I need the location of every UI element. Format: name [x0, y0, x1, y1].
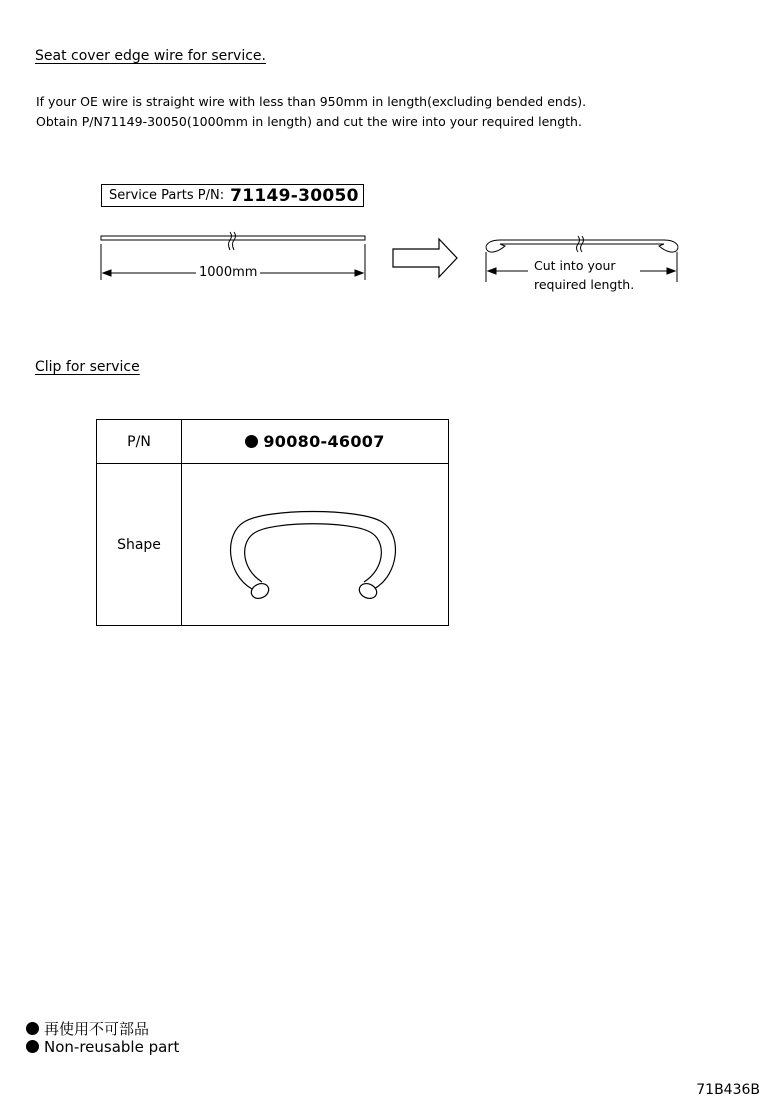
service-parts-label: Service Parts P/N:: [109, 188, 225, 203]
shape-cell: [182, 464, 449, 626]
legend-english-text: Non-reusable part: [44, 1038, 180, 1056]
straight-wire: [101, 232, 365, 250]
wire-diagram: [0, 0, 760, 320]
clip-part-number: 90080-46007: [263, 432, 385, 451]
shape-row: [97, 464, 449, 626]
cut-note: [528, 256, 640, 294]
instruction-line-2: Obtain P/N71149-30050(1000mm in length) and cut the wire into your required length.: [36, 114, 582, 129]
pn-label-cell: [97, 420, 182, 464]
pn-row: [97, 420, 449, 464]
cut-note-line-2: required length.: [534, 277, 635, 292]
clip-shape-drawing: [182, 464, 448, 621]
legend-dot-icon: [26, 1040, 39, 1053]
drawing-code: 71B436B: [696, 1082, 760, 1098]
shape-label: Shape: [117, 536, 161, 553]
cut-note-line-1: Cut into your: [534, 258, 616, 273]
block-arrow-icon: [393, 239, 457, 277]
clip-table: [96, 419, 449, 626]
pn-value-cell: [182, 420, 449, 464]
legend-japanese-text: 再使用不可部品: [44, 1020, 150, 1038]
legend-dot-icon: [26, 1022, 39, 1035]
shape-label-cell: [97, 464, 182, 626]
instruction-line-1: If your OE wire is straight wire with less than 950mm in length(excluding bended ends).: [36, 94, 587, 109]
length-dimension-label: 1000mm: [196, 265, 260, 280]
bent-end-wire: [486, 236, 678, 252]
wire-section-heading: Seat cover edge wire for service.: [35, 48, 266, 64]
clip-section-heading: Clip for service: [35, 359, 140, 375]
legend-japanese: [26, 1018, 149, 1039]
pn-label: P/N: [127, 433, 151, 450]
non-reusable-dot-icon: [245, 435, 258, 448]
service-parts-number: 71149-30050: [230, 185, 359, 206]
legend-english: [26, 1038, 179, 1056]
